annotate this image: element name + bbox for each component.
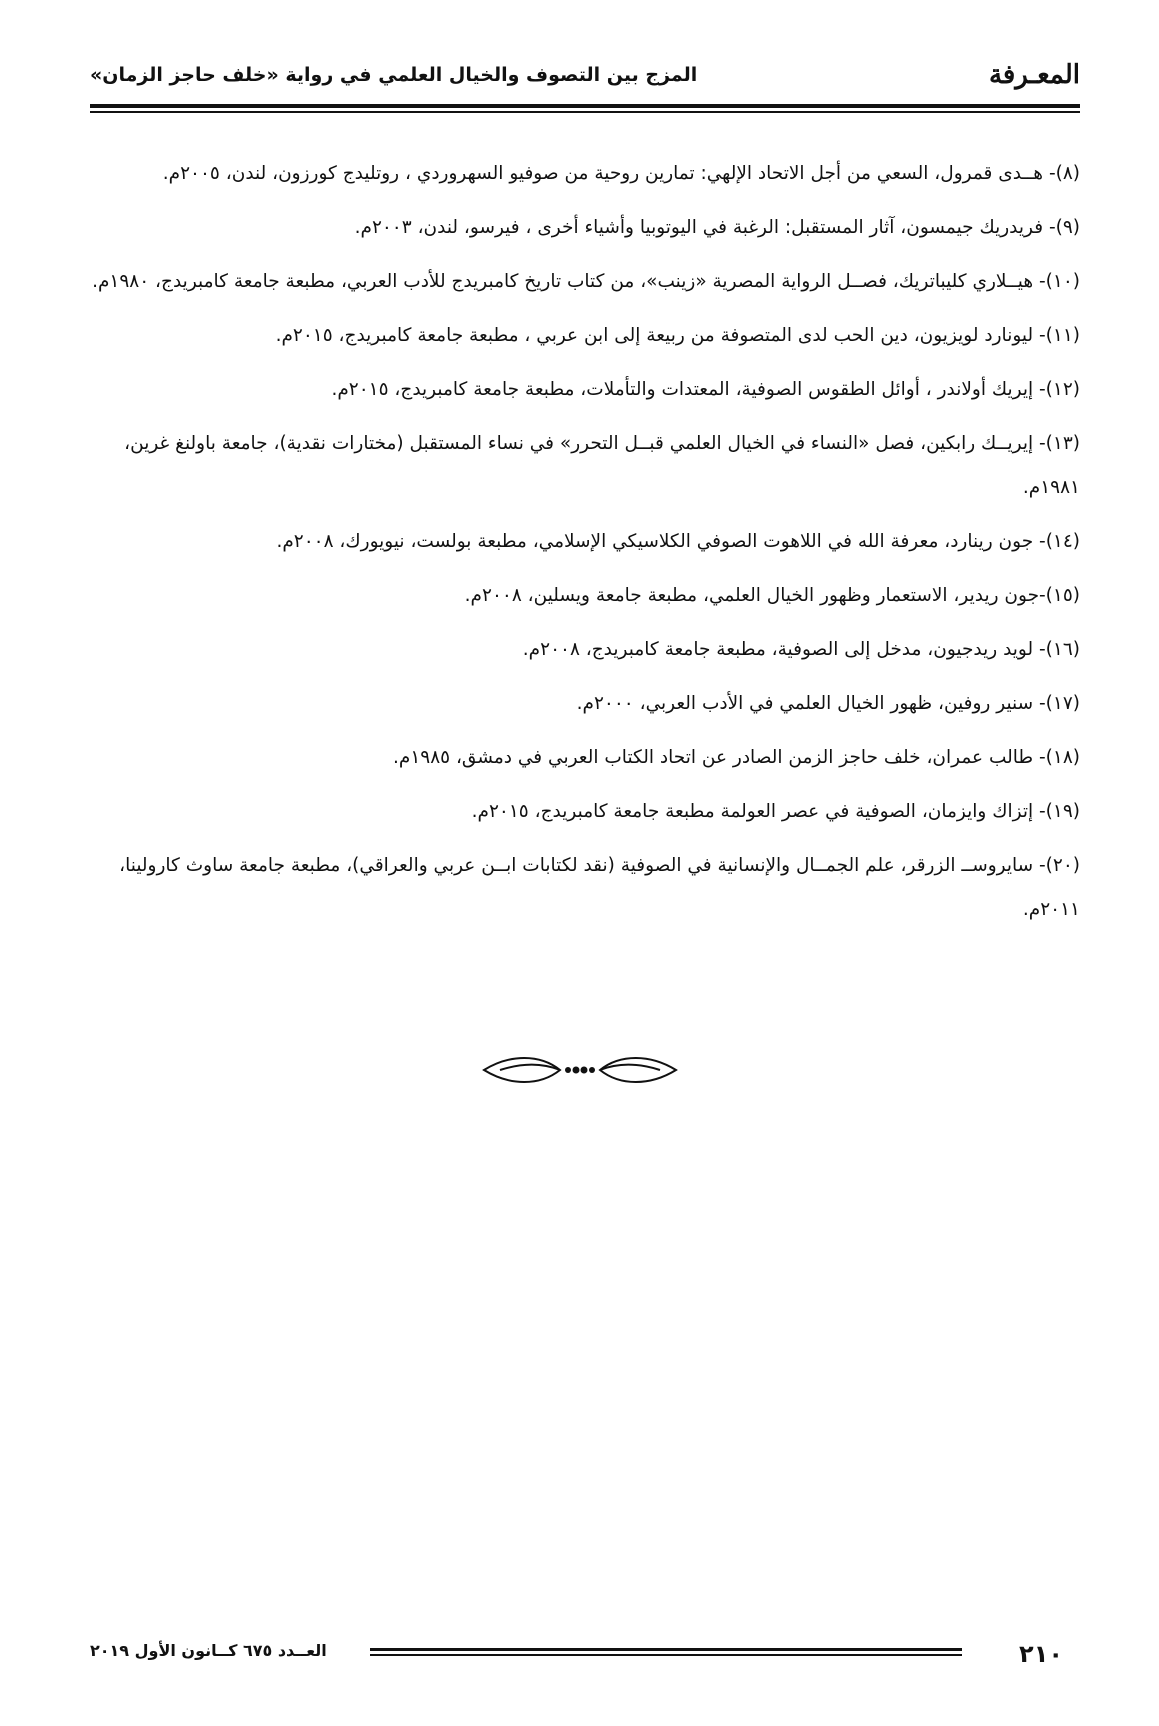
ornament-divider (480, 1048, 680, 1092)
reference-item (88, 628, 1080, 672)
page-header (90, 50, 1080, 106)
reference-text: (١٧)- سنير روفين، ظهور الخيال العلمي في الأدب العربي، ٢٠٠٠م. (576, 693, 1080, 714)
reference-item (88, 520, 1080, 564)
reference-item (88, 844, 1080, 932)
reference-text: (١١)- ليونارد لويزيون، دين الحب لدى المتصوفة من ربيعة إلى ابن عربي ، مطبعة جامعة كامبريدج، ٢٠١٥م. (275, 325, 1080, 346)
reference-item (88, 260, 1080, 304)
reference-text: (٢٠)- سايروســ الزرقر، علم الجمــال والإنسانية في الصوفية (نقد لكتابات ابــن عربي والعراقي)، مطبعة جامعة ساوث كارولينا، ٢٠١١م. (119, 855, 1080, 920)
footer-rule-thin (370, 1654, 962, 1656)
page-number: ٢١٠ (1019, 1640, 1063, 1668)
reference-text: (١٨)- طالب عمران، خلف حاجز الزمن الصادر عن اتحاد الكتاب العربي في دمشق، ١٩٨٥م. (392, 747, 1080, 768)
reference-item (88, 206, 1080, 250)
reference-text: (١٦)- لويد ريدجيون، مدخل إلى الصوفية، مطبعة جامعة كامبريدج، ٢٠٠٨م. (522, 639, 1080, 660)
reference-item (88, 790, 1080, 834)
reference-item (88, 314, 1080, 358)
reference-item (88, 152, 1080, 196)
reference-text: (١٠)- هيــلاري كليباتريك، فصــل الرواية المصرية «زينب»، من كتاب تاريخ كامبريدج للأدب العربي، مطبعة جامعة كامبريدج، ١٩٨٠م. (92, 271, 1080, 292)
article-title: المزج بين التصوف والخيال العلمي في رواية «خلف حاجز الزمان» (90, 64, 698, 86)
reference-text: (١٣)- إيريــك رابكين، فصل «النساء في الخيال العلمي قبــل التحرر» في نساء المستقبل (مختارات نقدية)، جامعة باولنغ غرين، ١٩٨١م. (124, 433, 1080, 498)
reference-item (88, 574, 1080, 618)
reference-text: (١٢)- إيريك أولاندر ، أوائل الطقوس الصوفية، المعتدات والتأملات، مطبعة جامعة كامبريدج، ٢٠١٥م. (331, 379, 1080, 400)
reference-text: (٨)- هــدى قمرول، السعي من أجل الاتحاد الإلهي: تمارين روحية من صوفيو السهروردي ، روتليدج كورزون، لندن، ٢٠٠٥م. (162, 163, 1080, 184)
header-rule-thin (90, 111, 1080, 113)
reference-item (88, 368, 1080, 412)
reference-text: (١٩)- إتزاك وايزمان، الصوفية في عصر العولمة مطبعة جامعة كامبريدج، ٢٠١٥م. (471, 801, 1080, 822)
journal-brand: المعـرفة (988, 60, 1080, 90)
reference-item (88, 682, 1080, 726)
reference-item (88, 736, 1080, 780)
reference-text: (٩)- فريدريك جيمسون، آثار المستقبل: الرغبة في اليوتوبيا وأشياء أخرى ، فيرسو، لندن، ٢٠٠٣م. (354, 217, 1080, 238)
reference-text: (١٥)-جون ريدير، الاستعمار وظهور الخيال العلمي، مطبعة جامعة ويسلين، ٢٠٠٨م. (464, 585, 1080, 606)
header-rule-thick (90, 104, 1080, 108)
reference-item (88, 422, 1080, 510)
reference-text: (١٤)- جون رينارد، معرفة الله في اللاهوت الصوفي الكلاسيكي الإسلامي، مطبعة بولست، نيويورك، ٢٠٠٨م. (276, 531, 1080, 552)
footer-rule-thick (370, 1648, 962, 1651)
references-list (88, 152, 1080, 942)
issue-info: العــدد ٦٧٥ كــانون الأول ٢٠١٩ (90, 1641, 327, 1660)
